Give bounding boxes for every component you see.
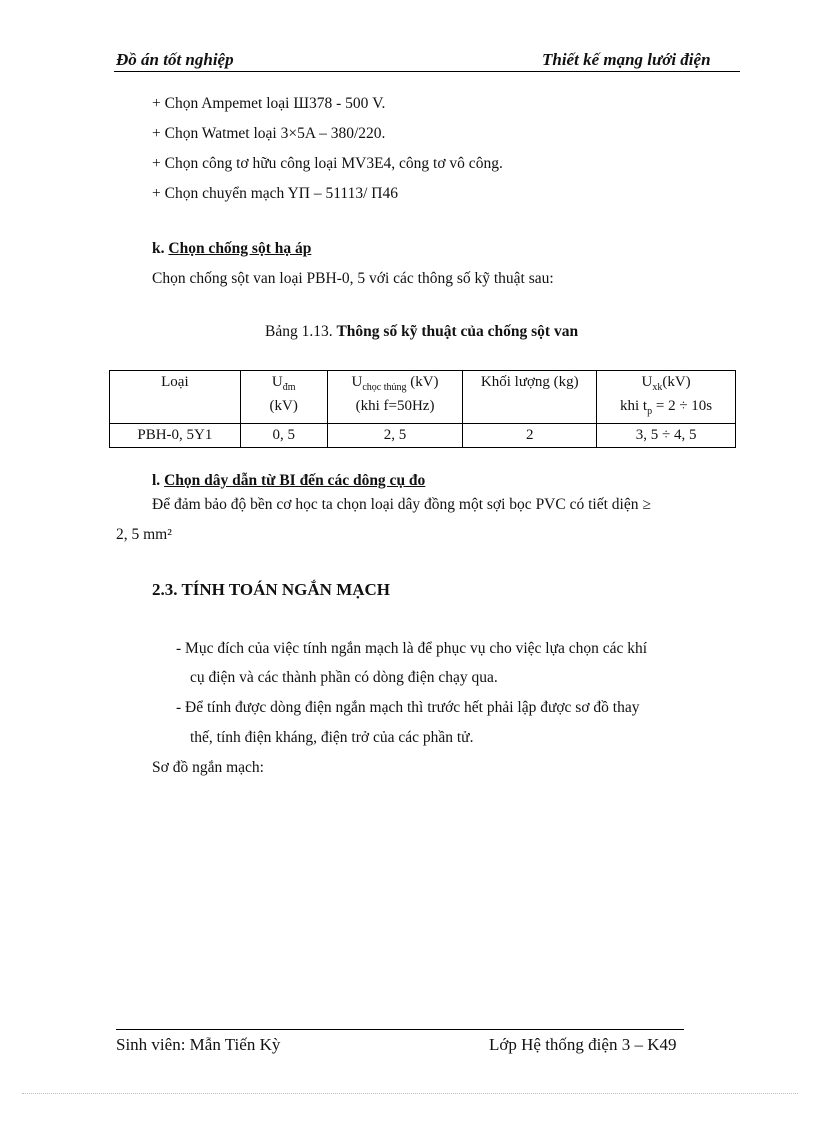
header-rule [114,71,740,72]
table-cell: 0, 5 [240,424,327,448]
diagram-label: Sơ đồ ngắn mạch: [152,759,264,776]
table-caption-prefix: Bảng 1.13. [265,323,333,340]
section-k-body: Chọn chống sột van loại PBH-0, 5 với các thông số kỹ thuật sau: [152,270,554,287]
bullet-2-line-1: - Để tính được dòng điện ngắn mạch thì trước hết phải lập được sơ đồ thay [176,699,640,716]
item-cong-to: + Chọn công tơ hữu công loại MV3E4, công tơ vô công. [152,155,503,172]
section-l-body-line2: 2, 5 mm² [116,526,172,543]
bullet-2-line-2: thế, tính điện kháng, điện trở của các phần tử. [190,729,474,746]
table-cell: 2 [463,424,597,448]
table-header-row [110,371,736,424]
section-l-title: Chọn dây dẫn từ BI đến các dông cụ đo [164,472,426,489]
footer-left: Sinh viên: Mẫn Tiến Kỳ [116,1035,281,1054]
section-l-letter: l. [152,472,161,489]
header-cell-udm: $U_{đm}$ (kV) [240,371,327,424]
bullet-1-line-2: cụ điện và các thành phần có dòng điện chạy qua. [190,669,498,686]
item-ampemet: + Chọn Ampemet loại Ш378 - 500 V. [152,95,386,112]
item-chuyen-mach: + Chọn chuyển mạch YΠ – 51113/ Π46 [152,185,398,202]
spec-table [109,370,736,448]
header-cell-loai: Loại [110,371,241,424]
header-cell-uxk: $U_{xk}(kV)$ khi $t_p = 2 \div 10s$ [597,371,736,424]
table-cell: 3, 5 ÷ 4, 5 [597,424,736,448]
header-cell-u-choc-thung: $U_{chọc thủng}$ (kV) (khi f=50Hz) [327,371,463,424]
section-l-body-line1: Để đảm bảo độ bền cơ học ta chọn loại dây đồng một sợi bọc PVC có tiết diện ≥ [152,496,651,513]
table-caption [265,323,578,341]
table-cell: 2, 5 [327,424,463,448]
table-caption-title: Thông số kỹ thuật của chống sột van [336,323,579,340]
table-cell: PBH-0, 5Y1 [110,424,241,448]
header-right: Thiết kế mạng lưới điện [542,50,711,69]
table-row [110,424,736,448]
header-left: Đồ án tốt nghiệp [116,50,234,69]
bullet-1-line-1: - Mục đích của việc tính ngắn mạch là để phục vụ cho việc lựa chọn các khí [176,640,648,657]
footer-rule [116,1029,684,1030]
page-bottom-divider [22,1093,798,1094]
section-l-heading [152,472,425,490]
header-cell-khoi-luong: Khối lượng (kg) [463,371,597,424]
footer-right: Lớp Hệ thống điện 3 – K49 [489,1035,677,1054]
section-2-3-title: 2.3. TÍNH TOÁN NGẮN MẠCH [152,580,391,599]
section-k-heading [152,240,311,258]
item-watmet: + Chọn Watmet loại 3×5A – 380/220. [152,125,386,142]
section-k-title: Chọn chống sột hạ áp [168,240,312,257]
section-k-letter: k. [152,240,165,257]
